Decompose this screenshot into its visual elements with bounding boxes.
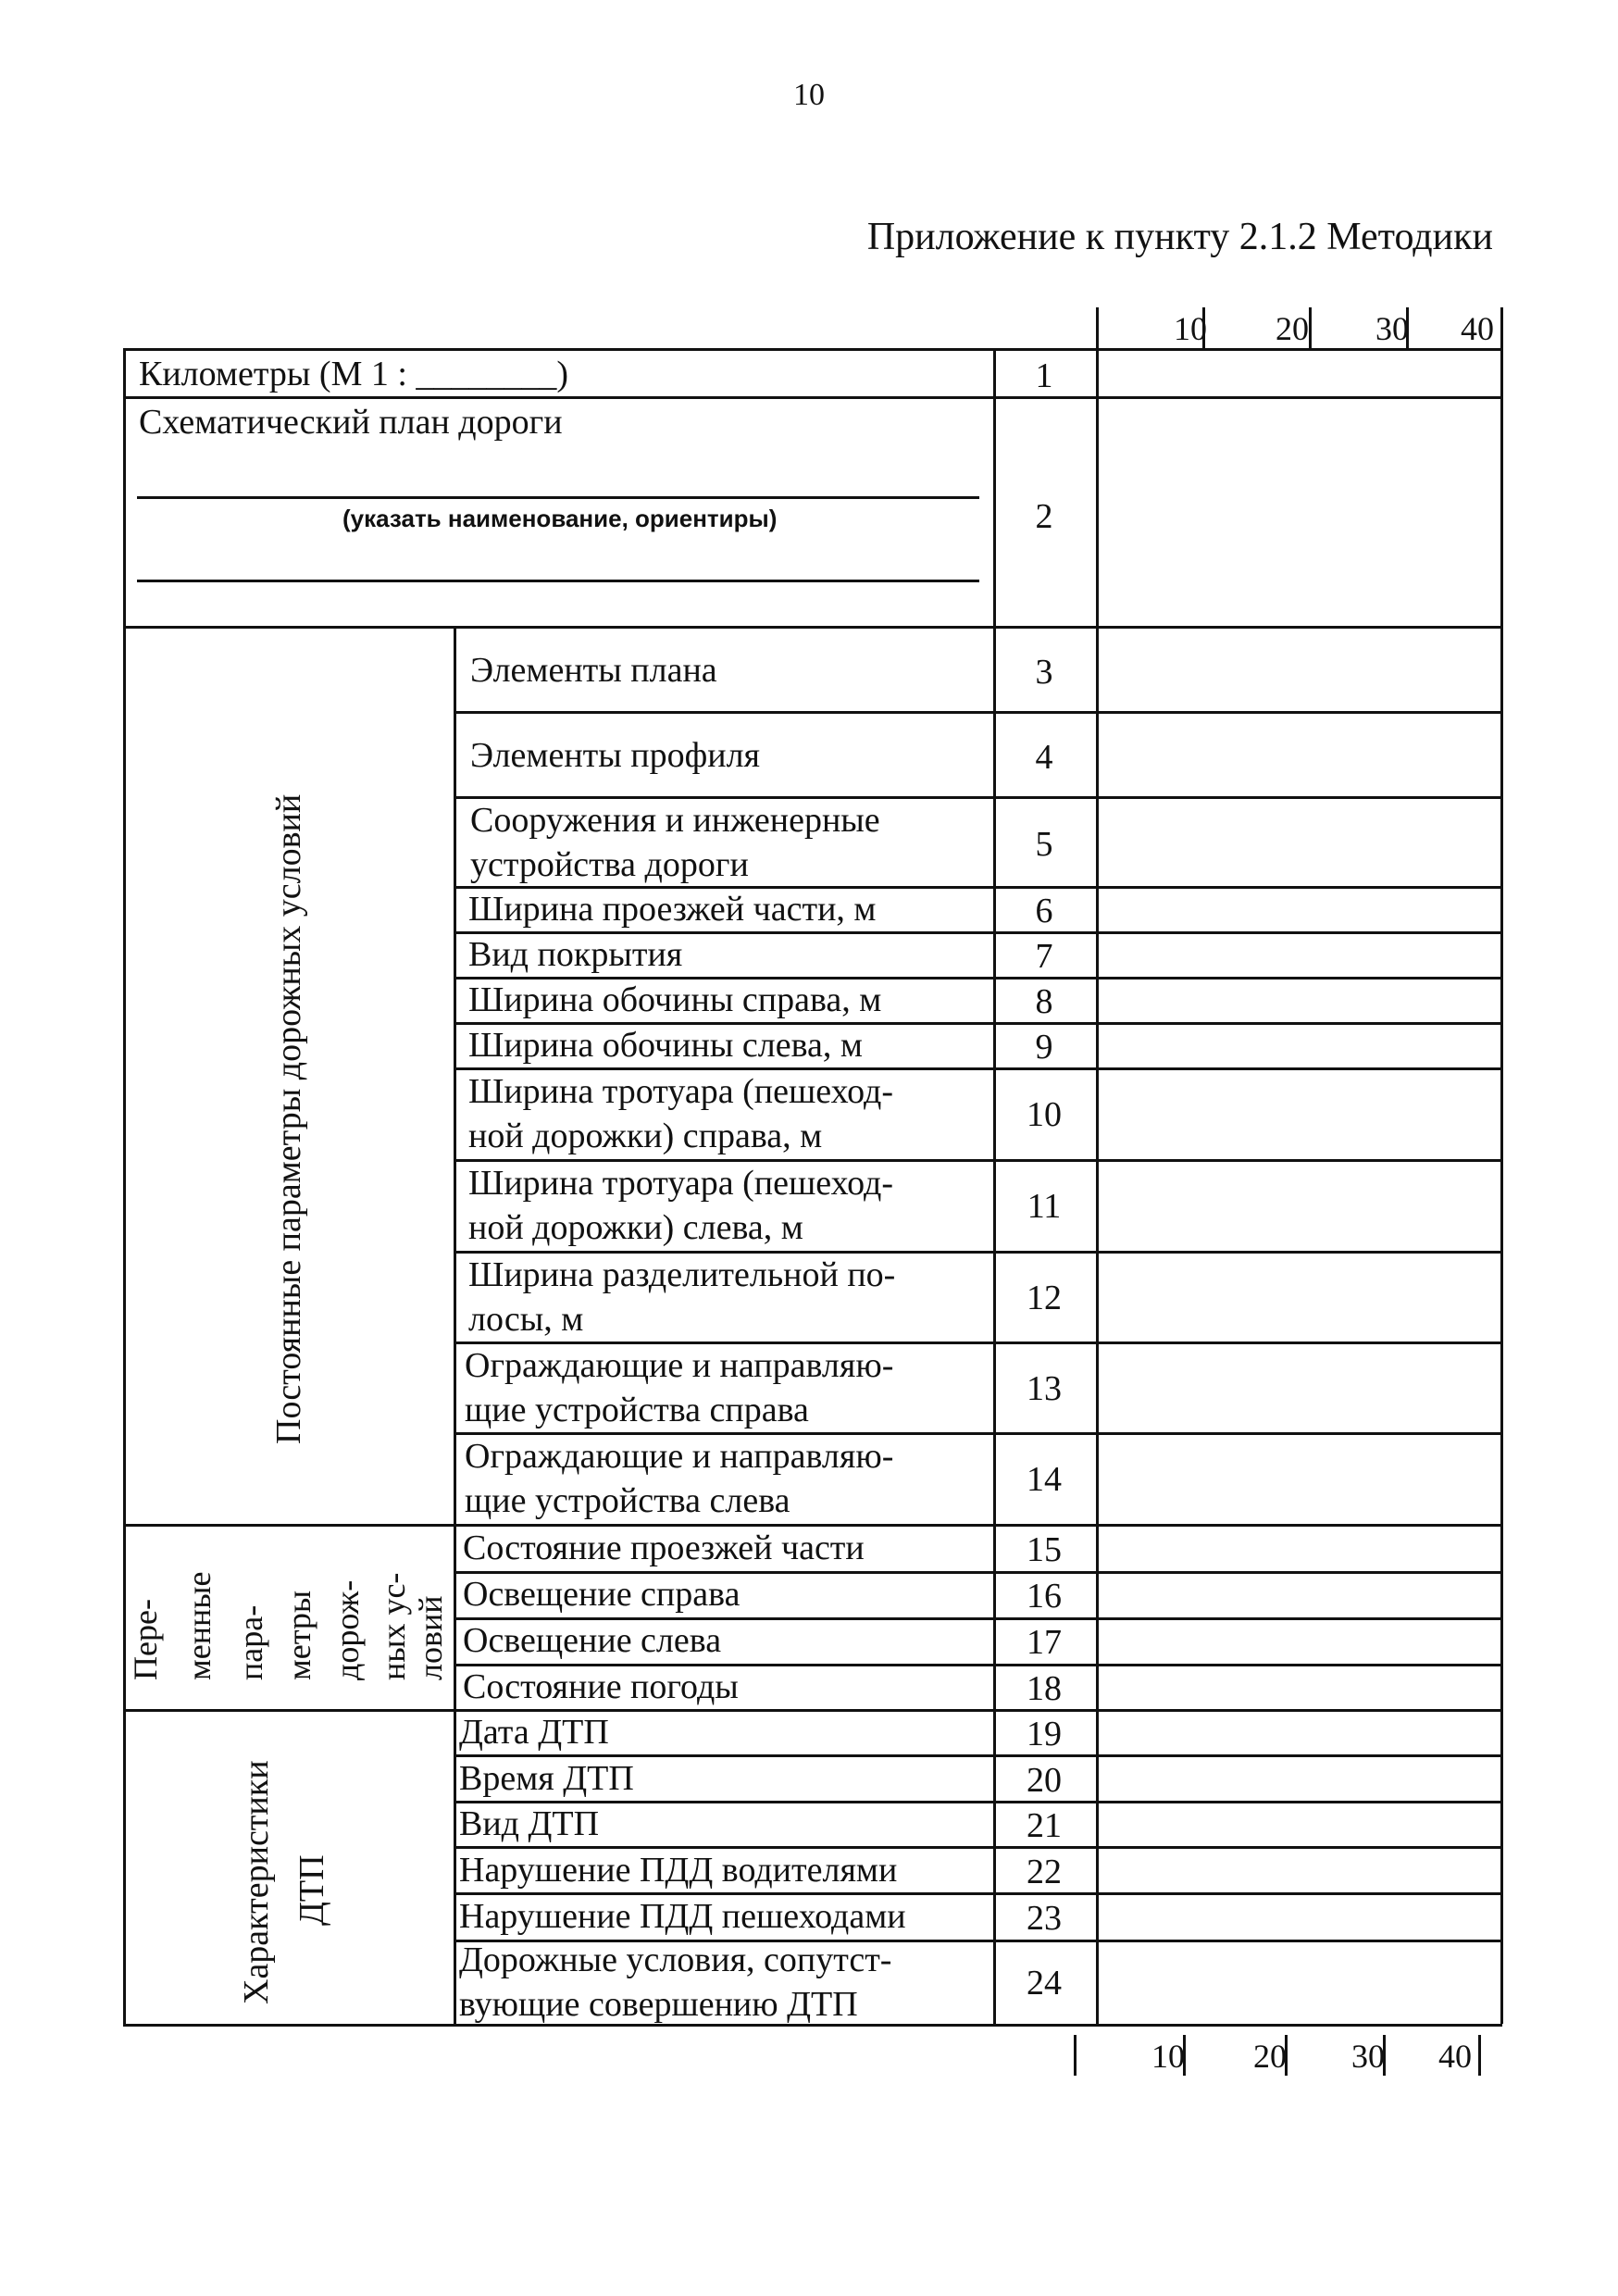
scale-label: 20	[1253, 2038, 1287, 2075]
row-21-label: Вид ДТП	[459, 1804, 600, 1843]
scale-label: 10	[1174, 310, 1207, 347]
scale-label: 30	[1351, 2038, 1385, 2075]
row-23-label: Нарушение ПДД пешеходами	[459, 1897, 906, 1936]
row-4-label: Элементы профиля	[470, 736, 761, 775]
scale-label: 30	[1375, 310, 1409, 347]
row-11-label: Ширина тротуара (пешеход- ной дорожки) слева, м	[468, 1164, 894, 1247]
top-scale	[1096, 307, 1503, 348]
scale-label: 10	[1151, 2038, 1185, 2075]
row-1-number: 1	[1035, 356, 1053, 395]
row-19-number: 19	[1027, 1715, 1062, 1753]
row-13-label: Ограждающие и направляю- щие устройства справа	[465, 1346, 894, 1429]
row-1-label: Километры (М 1 : ________)	[139, 355, 569, 393]
row-14-number: 14	[1027, 1460, 1062, 1499]
row-7-label: Вид покрытия	[468, 935, 683, 974]
row-9-number: 9	[1035, 1028, 1053, 1067]
row-20-number: 20	[1027, 1761, 1062, 1800]
row-17-number: 17	[1027, 1623, 1062, 1662]
row-10-number: 10	[1027, 1095, 1062, 1134]
bottom-scale	[1074, 2035, 1481, 2076]
row-3-number: 3	[1035, 653, 1053, 692]
row-2-label: Схематический план дороги	[139, 403, 563, 442]
row-15-number: 15	[1027, 1530, 1062, 1569]
row-8-number: 8	[1035, 982, 1053, 1021]
row-12-number: 12	[1027, 1279, 1062, 1317]
row-22-number: 22	[1027, 1853, 1062, 1891]
row-11-number: 11	[1027, 1187, 1062, 1226]
row-3-label: Элементы плана	[470, 651, 717, 690]
row-6-number: 6	[1035, 892, 1053, 930]
row-24-number: 24	[1027, 1964, 1062, 2003]
row-13-number: 13	[1027, 1369, 1062, 1408]
row-6-label: Ширина проезжей части, м	[468, 890, 877, 929]
row-8-label: Ширина обочины справа, м	[468, 980, 882, 1019]
appendix-title: Приложение к пункту 2.1.2 Методики	[866, 216, 1493, 258]
row-4-number: 4	[1035, 738, 1053, 777]
row-18-label: Состояние погоды	[463, 1667, 739, 1706]
row-22-label: Нарушение ПДД водителями	[459, 1851, 898, 1890]
fill-line	[137, 580, 979, 582]
row-5-number: 5	[1035, 825, 1053, 864]
row-20-label: Время ДТП	[459, 1759, 634, 1798]
page-number: 10	[793, 78, 825, 112]
row-24-label: Дорожные условия, сопутст- вующие совершению ДТП	[459, 1940, 892, 2024]
row-19-label: Дата ДТП	[459, 1713, 609, 1752]
scale-label: 20	[1276, 310, 1309, 347]
row-5-label: Сооружения и инженерные устройства дороги	[470, 801, 880, 884]
scale-label: 40	[1461, 310, 1494, 347]
scale-label: 40	[1438, 2038, 1472, 2075]
row-17-label: Освещение слева	[463, 1621, 722, 1660]
row-10-label: Ширина тротуара (пешеход- ной дорожки) справа, м	[468, 1072, 894, 1155]
row-2-number: 2	[1035, 497, 1053, 536]
row-2-hint: (указать наименование, ориентиры)	[342, 505, 778, 532]
row-15-label: Состояние проезжей части	[463, 1529, 865, 1567]
row-7-number: 7	[1035, 937, 1053, 976]
row-18-number: 18	[1027, 1669, 1062, 1708]
row-16-label: Освещение справа	[463, 1575, 741, 1614]
row-9-label: Ширина обочины слева, м	[468, 1026, 863, 1065]
row-14-label: Ограждающие и направляю- щие устройства слева	[465, 1437, 894, 1520]
row-16-number: 16	[1027, 1577, 1062, 1616]
row-23-number: 23	[1027, 1899, 1062, 1938]
row-21-number: 21	[1027, 1806, 1062, 1845]
fill-line	[137, 496, 979, 499]
group-constant-label: Постоянные параметры дорожных условий	[269, 793, 308, 1444]
row-12-label: Ширина разделительной по- лосы, м	[468, 1255, 896, 1339]
